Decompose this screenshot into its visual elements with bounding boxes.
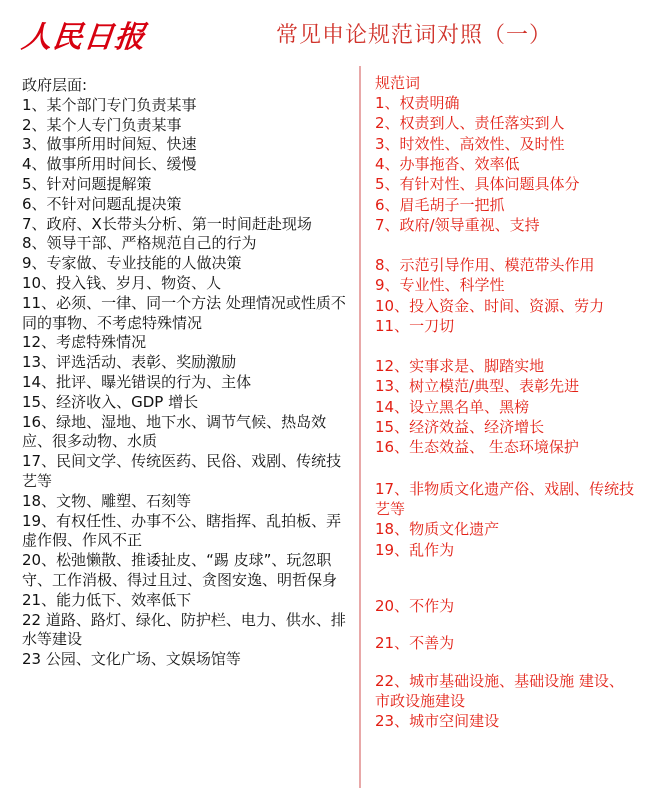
right-item: 5、有针对性、具体问题具体分: [375, 175, 580, 194]
right-item: 17、非物质文化遗产俗、戏剧、传统技艺等: [375, 480, 635, 519]
left-item: 17、民间文学、传统医药、民俗、戏剧、传统技艺等: [22, 452, 342, 490]
left-item: 12、考虑特殊情况: [22, 333, 147, 352]
left-item: 2、某个人专门负责某事: [22, 115, 182, 134]
left-item: 6、不针对问题乱提决策: [22, 194, 182, 213]
left-item: 20、松弛懒散、推诿扯皮、“踢 皮球”、玩忽职守、工作消极、得过且过、贪图安逸、明哲保身: [22, 551, 338, 589]
right-item: 1、权责明确: [375, 93, 460, 112]
right-item: 19、乱作为: [375, 540, 455, 559]
right-item: 4、办事拖沓、效率低: [375, 154, 520, 173]
right-item: 16、生态效益、 生态环境保护: [375, 438, 579, 457]
right-item: 13、树立模范/典型、表彰先进: [375, 377, 580, 396]
left-item: 13、评选活动、表彰、奖励激励: [22, 353, 237, 372]
logo: 人民日报: [19, 20, 148, 55]
left-item: 15、经济收入、GDP 增长: [22, 392, 199, 411]
page-title: 常见申论规范词对照（一）: [276, 23, 553, 48]
right-item: 12、实事求是、脚踏实地: [375, 356, 545, 375]
right-item: 18、物质文化遗产: [375, 520, 500, 539]
left-item: 16、绿地、湿地、地下水、调节气候、热岛效应、很多动物、水质: [22, 412, 327, 451]
left-item: 7、政府、X长带头分析、第一时间赶赴现场: [22, 214, 312, 233]
left-item: 11、必须、一律、同一个方法 处理情况或性质不同的事物、不考虑特殊情况: [22, 293, 346, 332]
right-item: 20、不作为: [375, 596, 455, 615]
left-item: 19、有权任性、办事不公、瞎指挥、乱拍板、弄虚作假、作风不正: [22, 511, 342, 550]
right-heading: 规范词: [375, 74, 421, 92]
right-item: 10、投入资金、时间、资源、劳力: [375, 296, 605, 315]
right-item: 7、政府/领导重视、支持: [375, 216, 540, 235]
left-item: 1、某个部门专门负责某事: [22, 95, 197, 114]
left-item: 21、能力低下、效率低下: [22, 590, 192, 609]
left-item: 5、针对问题提解策: [22, 174, 152, 193]
left-item: 22 道路、路灯、绿化、防护栏、电力、供水、排水等建设: [22, 610, 346, 649]
right-item: 15、经济效益、经济增长: [375, 418, 545, 437]
right-item: 2、权责到人、责任落实到人: [375, 114, 565, 133]
left-item: 4、做事所用时间长、缓慢: [22, 155, 197, 174]
right-item: 21、不善为: [375, 634, 455, 653]
right-item: 6、眉毛胡子一把抓: [375, 195, 505, 214]
right-item: 3、时效性、高效性、及时性: [375, 134, 565, 153]
right-item: 22、城市基础设施、基础设施 建设、市政设施建设: [375, 672, 624, 711]
left-item: 23 公园、文化广场、文娱场馆等: [22, 650, 241, 669]
standard-terms-list: [375, 74, 637, 733]
government-level-list: [22, 76, 356, 670]
column-divider: [359, 66, 361, 788]
right-item: 23、城市空间建设: [375, 712, 500, 731]
left-item: 8、领导干部、严格规范自己的行为: [22, 234, 257, 253]
left-item: 10、投入钱、岁月、物资、人: [22, 273, 222, 292]
right-item: 14、设立黑名单、黑榜: [375, 397, 530, 416]
right-item: 8、示范引导作用、模范带头作用: [375, 255, 595, 274]
left-item: 14、批评、曝光错误的行为、主体: [22, 372, 252, 391]
right-item: 11、一刀切: [375, 317, 455, 336]
left-heading: 政府层面:: [22, 76, 88, 94]
left-item: 3、做事所用时间短、快速: [22, 135, 197, 154]
right-item: 9、专业性、科学性: [375, 276, 505, 295]
left-item: 18、文物、雕塑、石刻等: [22, 491, 192, 510]
left-item: 9、专家做、专业技能的人做决策: [22, 254, 242, 273]
